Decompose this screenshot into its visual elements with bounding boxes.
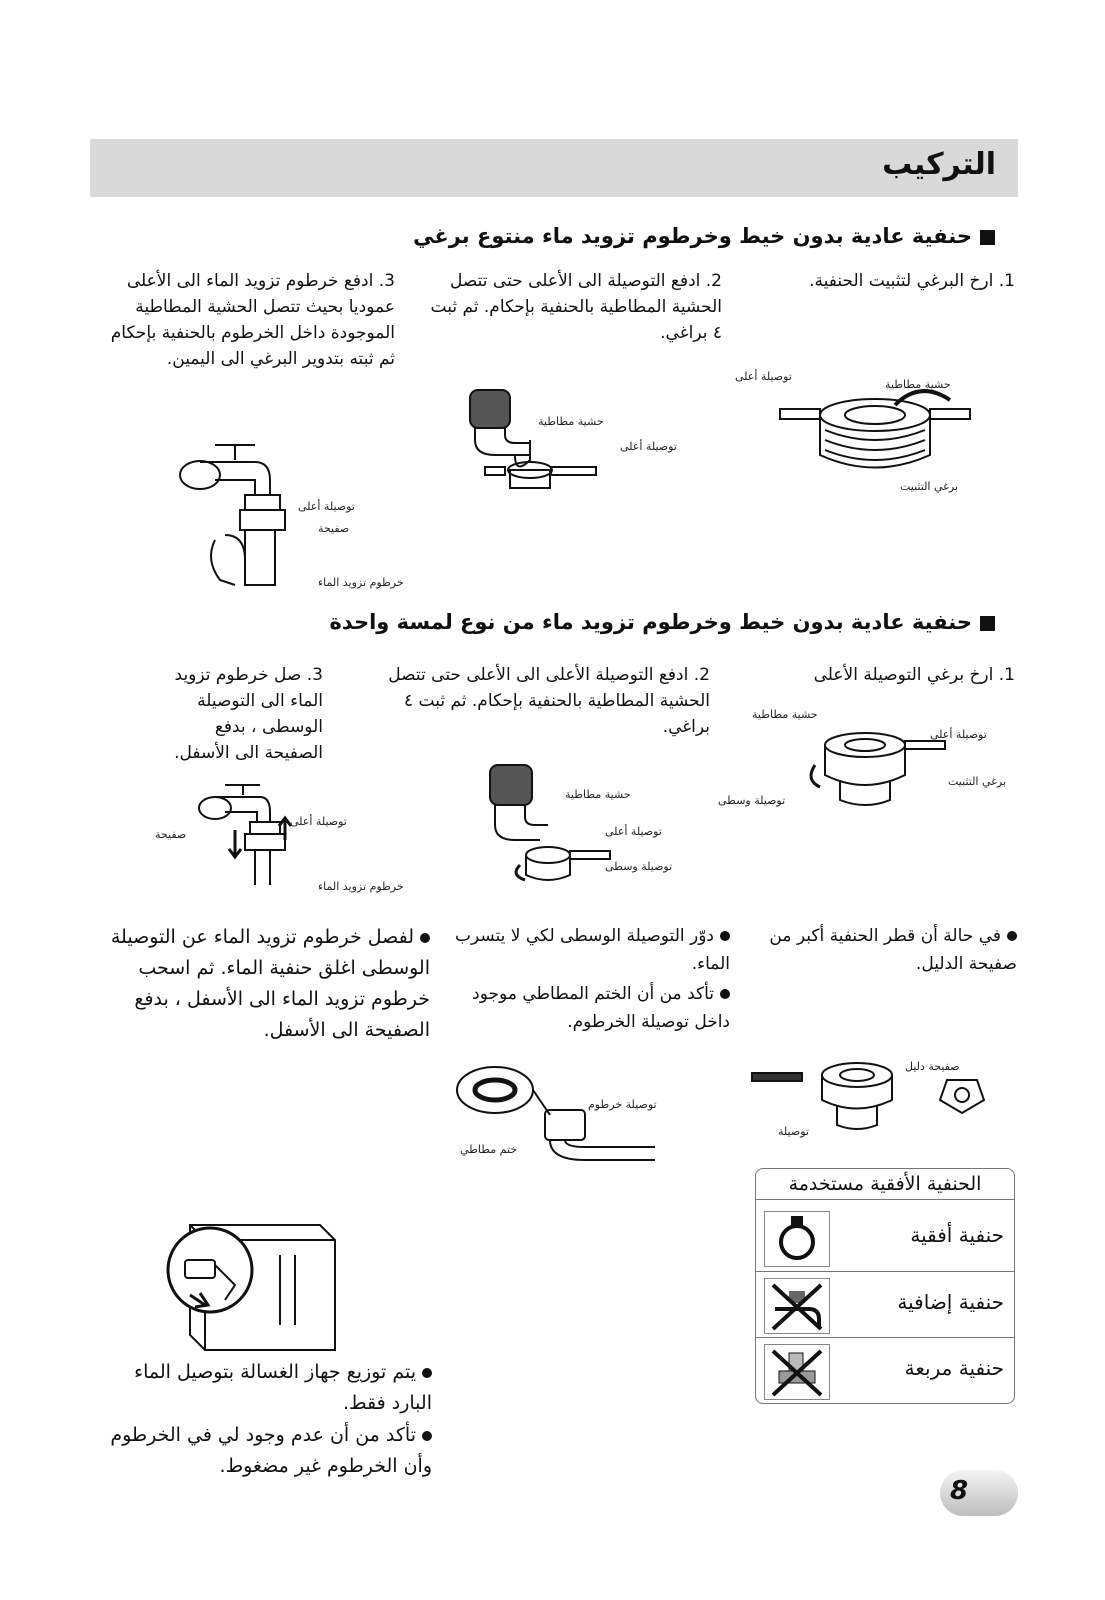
note-4-text: لفصل خرطوم تزويد الماء عن التوصيلة الوسطى اغلق حنفية الماء. ثم اسحب خرطوم تزويد الماء الى الأسفل ، بدفع الصفيحة الى الأسفل. — [110, 926, 430, 1041]
note-2-text: دوّر التوصيلة الوسطى لكي لا يتسرب الماء. — [454, 926, 730, 974]
s1-label-rubber-packing-b: حشية مطاطية — [538, 415, 604, 428]
bullet-icon — [720, 931, 730, 941]
section2-heading-text: حنفية عادية بدون خيط وخرطوم تزويد ماء من نوع لمسة واحدة — [329, 610, 972, 634]
section1-adapter-diagram — [780, 385, 980, 495]
s1-label-upper-joint-b: توصيلة أعلى — [620, 440, 677, 453]
s2-label-supply-hose-c: خرطوم تزويد الماء — [318, 880, 404, 893]
page-number: 8 — [950, 1476, 969, 1506]
section2-step1: 1. ارخ برغي التوصيلة الأعلى — [813, 665, 1015, 685]
machine-connection-diagram — [160, 1215, 340, 1355]
s2-label-fixing-screw-a: برغي التثبيت — [948, 775, 1007, 788]
bullet-icon — [422, 1368, 432, 1378]
bullet-icon — [420, 933, 430, 943]
bottom-note-1-text: يتم توزيع جهاز الغسالة بتوصيل الماء البارد فقط. — [134, 1361, 432, 1414]
s1-label-plate-c: صفيحة — [318, 522, 350, 535]
tap-types-box — [755, 1168, 1015, 1404]
s2-label-rubber-packing-a: حشية مطاطية — [752, 708, 818, 721]
section1-step3: 3. ادفع خرطوم تزويد الماء الى الأعلى عموديا بحيث تتصل الحشية المطاطية الموجودة داخل الخرطوم بالحنفية بإحكام ثم ثبته بتدوير البرغي الى اليمين. — [110, 271, 395, 369]
tap-types-header: الحنفية الأفقية مستخدمة — [756, 1169, 1014, 1200]
s2-label-upper-joint-c: توصيلة أعلى — [290, 815, 347, 828]
section1-hose-push-diagram — [175, 440, 305, 590]
label-rubber-seal: ختم مطاطي — [460, 1143, 518, 1156]
note-1-text: في حالة أن قطر الحنفية أكبر من صفيحة الدليل. — [769, 926, 1017, 974]
s2-label-upper-joint-a: توصيلة أعلى — [930, 728, 987, 741]
label-hose-connector: توصيلة خرطوم — [588, 1098, 657, 1111]
square-bullet-icon — [980, 230, 995, 245]
s2-label-rubber-packing-b: حشية مطاطية — [565, 788, 631, 801]
tap-row-label: حنفية مربعة — [904, 1356, 1004, 1380]
section2-step2: 2. ادفع التوصيلة الأعلى الى الأعلى حتى تتصل الحشية المطاطية بالحنفية بإحكام. ثم ثبت ٤ براغي. — [388, 665, 710, 737]
bullet-icon — [422, 1431, 432, 1441]
section2-adapter-diagram — [800, 725, 950, 815]
note-3-text: تأكد من أن الختم المطاطي موجود داخل توصيلة الخرطوم. — [472, 984, 730, 1032]
square-bullet-icon — [980, 616, 995, 631]
bullet-icon — [1007, 931, 1017, 941]
page-title-bar — [90, 139, 1018, 197]
s2-label-plate-c: صفيحة — [155, 828, 187, 841]
s2-label-upper-joint-b: توصيلة أعلى — [605, 825, 662, 838]
tap-row-horizontal — [756, 1205, 1014, 1271]
section1-step2: 2. ادفع التوصيلة الى الأعلى حتى تتصل الحشية المطاطية بالحنفية بإحكام. ثم ثبت ٤ براغي. — [430, 271, 722, 343]
bottom-note-1 — [90, 1357, 432, 1419]
section2-hose-push-diagram — [195, 780, 305, 890]
s1-label-rubber-packing-a: حشية مطاطية — [885, 378, 951, 391]
section2-heading — [329, 610, 995, 634]
bottom-note-2 — [90, 1420, 432, 1482]
page-title: التركيب — [882, 147, 996, 182]
page-number-badge — [940, 1470, 1018, 1516]
s1-label-fixing-screw-a: برغي التثبيت — [900, 480, 959, 493]
s2-label-middle-joint-b: توصيلة وسطى — [605, 860, 673, 873]
bullet-icon — [720, 989, 730, 999]
s1-label-upper-joint-c: توصيلة أعلى — [298, 500, 355, 513]
section1-step1: 1. ارخ البرغي لتثبيت الحنفية. — [809, 271, 1015, 291]
s2-label-middle-joint-a: توصيلة وسطى — [718, 794, 786, 807]
label-joint: توصيلة — [778, 1125, 809, 1138]
horizontal-tap-icon — [764, 1211, 830, 1267]
note-4 — [100, 922, 430, 1046]
s1-label-upper-joint-a: توصيلة أعلى — [735, 370, 792, 383]
section1-heading-text: حنفية عادية بدون خيط وخرطوم تزويد ماء منتوع برغي — [413, 224, 972, 248]
note-2 — [450, 922, 730, 978]
bottom-note-2-text: تأكد من أن عدم وجود لي في الخرطوم وأن الخرطوم غير مضغوط. — [110, 1424, 432, 1477]
tap-row-label: حنفية أفقية — [910, 1223, 1004, 1247]
tap-row-label: حنفية إضافية — [897, 1290, 1004, 1314]
note-1 — [755, 922, 1017, 978]
note-3 — [450, 980, 730, 1036]
label-guide-plate: صفيحة دليل — [905, 1060, 960, 1073]
section1-heading — [413, 224, 995, 248]
section2-step3: 3. صل خرطوم تزويد الماء الى التوصيلة الوسطى ، بدفع الصفيحة الى الأسفل. — [174, 665, 323, 763]
tap-row-extra — [756, 1271, 1014, 1338]
s1-label-supply-hose-c: خرطوم تزويد الماء — [318, 576, 404, 589]
square-tap-crossed-icon — [764, 1344, 830, 1400]
tap-row-square — [756, 1337, 1014, 1404]
extra-tap-crossed-icon — [764, 1278, 830, 1334]
